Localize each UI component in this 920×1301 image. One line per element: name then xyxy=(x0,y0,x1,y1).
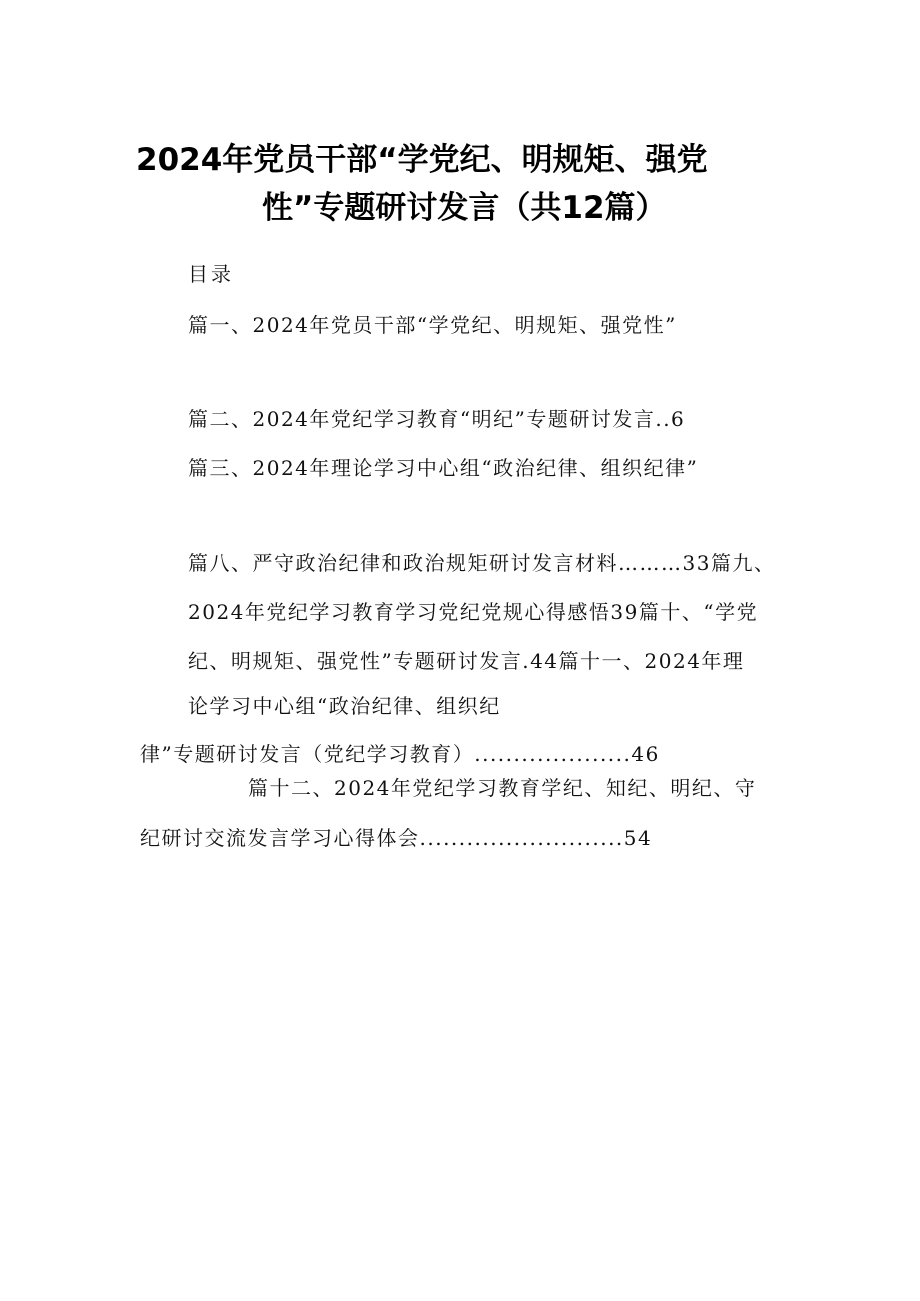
toc-entry-10[interactable]: 纪、明规矩、强党性”专题研讨发言.44篇十一、2024年理 xyxy=(188,649,745,673)
toc-entry-12[interactable]: 纪研讨交流发言学习心得体会..........................54 xyxy=(140,826,653,850)
toc-entry-1[interactable]: 篇一、2024年党员干部“学党纪、明规矩、强党性” xyxy=(188,313,677,337)
toc-entry-11-part[interactable]: 论学习中心组“政治纪律、组织纪 xyxy=(188,694,501,718)
toc-entry-12-part[interactable]: 篇十二、2024年党纪学习教育学纪、知纪、明纪、守 xyxy=(248,776,757,800)
toc-entry-2[interactable]: 篇二、2024年党纪学习教育“明纪”专题研讨发言..6 xyxy=(188,407,686,431)
document-title-line-2: 性”专题研讨发言（共12篇） xyxy=(262,190,667,226)
toc-entry-8[interactable]: 篇八、严守政治纪律和政治规矩研讨发言材料………33篇九、 xyxy=(188,551,776,575)
toc-heading: 目录 xyxy=(188,262,234,286)
toc-entry-11[interactable]: 律”专题研讨发言（党纪学习教育）....................46 xyxy=(140,742,660,766)
document-title-line-1: 2024年党员干部“学党纪、明规矩、强党 xyxy=(136,142,708,178)
toc-entry-9[interactable]: 2024年党纪学习教育学习党纪党规心得感悟39篇十、“学党 xyxy=(188,600,759,624)
toc-entry-3[interactable]: 篇三、2024年理论学习中心组“政治纪律、组织纪律” xyxy=(188,456,699,480)
